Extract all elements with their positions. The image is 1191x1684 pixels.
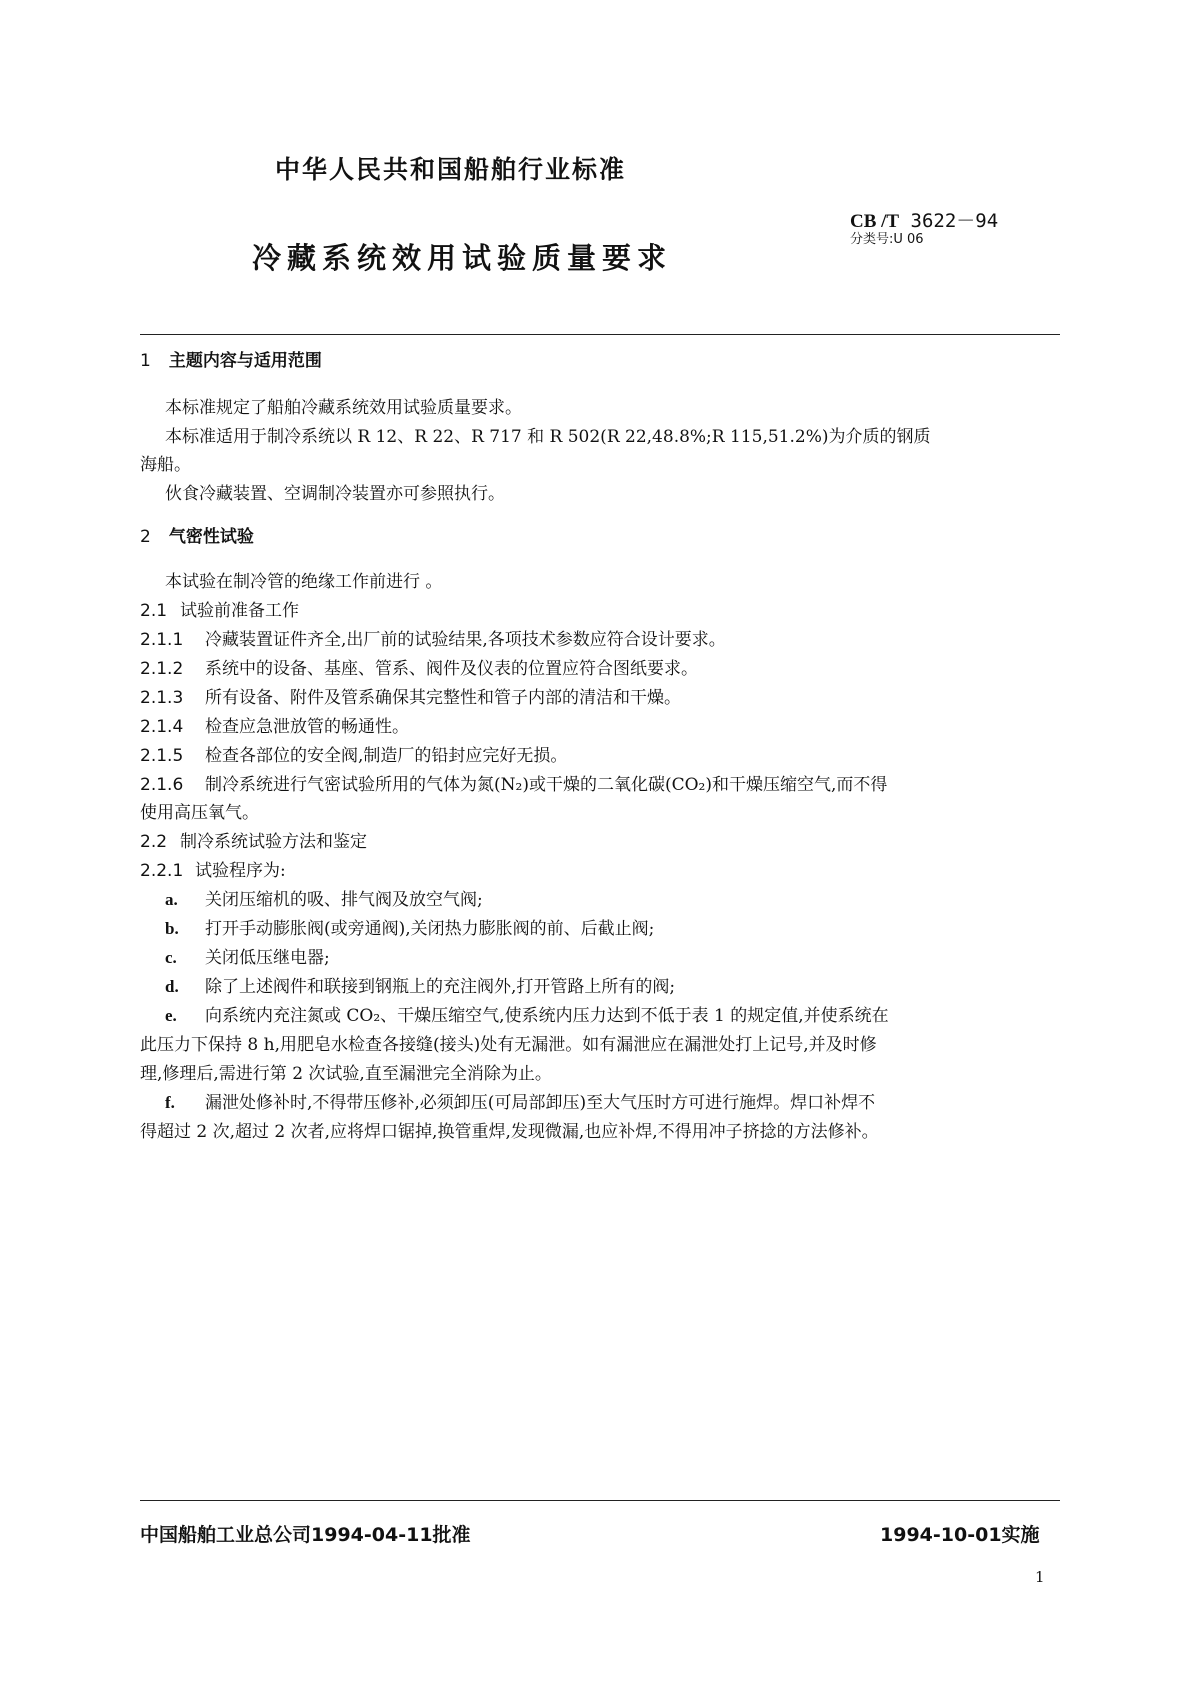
list-item-text: 打开手动膨胀阀(或旁通阀),关闭热力膨胀阀的前、后截止阀;	[205, 919, 655, 939]
list-item-label: a.	[165, 890, 178, 909]
list-item	[165, 917, 654, 941]
section-2-heading	[140, 525, 254, 549]
clause-number: 2.1.6	[140, 775, 184, 795]
subsection-heading	[140, 599, 299, 623]
paragraph: 本标准适用于制冷系统以 R 12、R 22、R 717 和 R 502(R 22,48.8%;R 115,51.2%)为介质的钢质	[165, 427, 931, 447]
section-number: 2	[140, 527, 151, 547]
list-item-text: 漏泄处修补时,不得带压修补,必须卸压(可局部卸压)至大气压时方可进行施焊。焊口补焊不	[205, 1093, 876, 1113]
list-item-label: b.	[165, 919, 179, 938]
clause	[140, 628, 726, 652]
clause-text: 检查应急泄放管的畅通性。	[205, 717, 409, 737]
list-item-label: d.	[165, 977, 179, 996]
list-item	[165, 946, 330, 970]
list-item	[165, 1004, 889, 1028]
section-title: 气密性试验	[168, 527, 254, 547]
clause	[140, 715, 409, 739]
list-item-continuation: 理,修理后,需进行第 2 次试验,直至漏泄完全消除为止。	[140, 1064, 552, 1084]
list-item-text: 向系统内充注氮或 CO₂、干燥压缩空气,使系统内压力达到不低于表 1 的规定值,并使系统在	[205, 1006, 889, 1026]
approval-statement: 中国船舶工业总公司1994-04-11批准	[140, 1524, 471, 1546]
document-title: 冷藏系统效用试验质量要求	[252, 241, 673, 275]
standard-number: 3622－94	[899, 210, 999, 232]
paragraph: 本试验在制冷管的绝缘工作前进行 。	[165, 572, 443, 592]
paragraph: 本标准规定了船舶冷藏系统效用试验质量要求。	[165, 398, 522, 418]
clause-number: 2.1.5	[140, 746, 184, 766]
section-1-heading	[140, 349, 322, 373]
clause-text: 系统中的设备、基座、管系、阀件及仪表的位置应符合图纸要求。	[205, 659, 698, 679]
clause-number: 2.1.3	[140, 688, 184, 708]
list-item	[165, 1091, 875, 1115]
list-item-label: f.	[165, 1093, 175, 1112]
clause-text: 试验程序为:	[195, 861, 286, 881]
org-title: 中华人民共和国船舶行业标准	[275, 155, 627, 184]
subsection-heading	[140, 830, 367, 854]
page-number: 1	[1035, 1568, 1045, 1586]
list-item-continuation: 得超过 2 次,超过 2 次者,应将焊口锯掉,换管重焊,发现微漏,也应补焊,不得用冲子挤捻的方法修补。	[140, 1122, 879, 1142]
standard-prefix: CB /T	[850, 211, 900, 232]
footer-divider	[140, 1500, 1060, 1501]
clause-number: 2.2	[140, 832, 168, 852]
clause-number: 2.1.4	[140, 717, 184, 737]
clause-number: 2.2.1	[140, 861, 184, 881]
clause-title: 制冷系统试验方法和鉴定	[180, 832, 367, 852]
clause	[140, 686, 681, 710]
clause-number: 2.1.1	[140, 630, 184, 650]
clause	[140, 744, 567, 768]
list-item	[165, 888, 483, 912]
clause-text: 所有设备、附件及管系确保其完整性和管子内部的清洁和干燥。	[205, 688, 681, 708]
clause-text: 冷藏装置证件齐全,出厂前的试验结果,各项技术参数应符合设计要求。	[205, 630, 726, 650]
clause-continuation: 使用高压氧气。	[140, 803, 259, 823]
list-item-continuation: 此压力下保持 8 h,用肥皂水检查各接缝(接头)处有无漏泄。如有漏泄应在漏泄处打上记号,并及时修	[140, 1035, 877, 1055]
list-item-label: e.	[165, 1006, 177, 1025]
classification-number: 分类号:U 06	[850, 232, 924, 247]
clause-text: 制冷系统进行气密试验所用的气体为氮(N₂)或干燥的二氧化碳(CO₂)和干燥压缩空气,而不得	[205, 775, 888, 795]
clause-text: 检查各部位的安全阀,制造厂的铅封应完好无损。	[205, 746, 568, 766]
paragraph-continuation: 海船。	[140, 455, 191, 475]
list-item-text: 除了上述阀件和联接到钢瓶上的充注阀外,打开管路上所有的阀;	[205, 977, 676, 997]
list-item-text: 关闭压缩机的吸、排气阀及放空气阀;	[205, 890, 483, 910]
header-divider	[140, 334, 1060, 335]
list-item-text: 关闭低压继电器;	[205, 948, 330, 968]
clause-number: 2.1	[140, 601, 168, 621]
effective-date: 1994-10-01实施	[880, 1524, 1040, 1546]
clause-title: 试验前准备工作	[180, 601, 299, 621]
section-number: 1	[140, 351, 151, 371]
list-item	[165, 975, 675, 999]
clause	[140, 859, 286, 883]
section-title: 主题内容与适用范围	[168, 351, 322, 371]
clause	[140, 773, 887, 797]
clause	[140, 657, 698, 681]
clause-number: 2.1.2	[140, 659, 184, 679]
list-item-label: c.	[165, 948, 177, 967]
paragraph: 伙食冷藏装置、空调制冷装置亦可参照执行。	[165, 484, 505, 504]
